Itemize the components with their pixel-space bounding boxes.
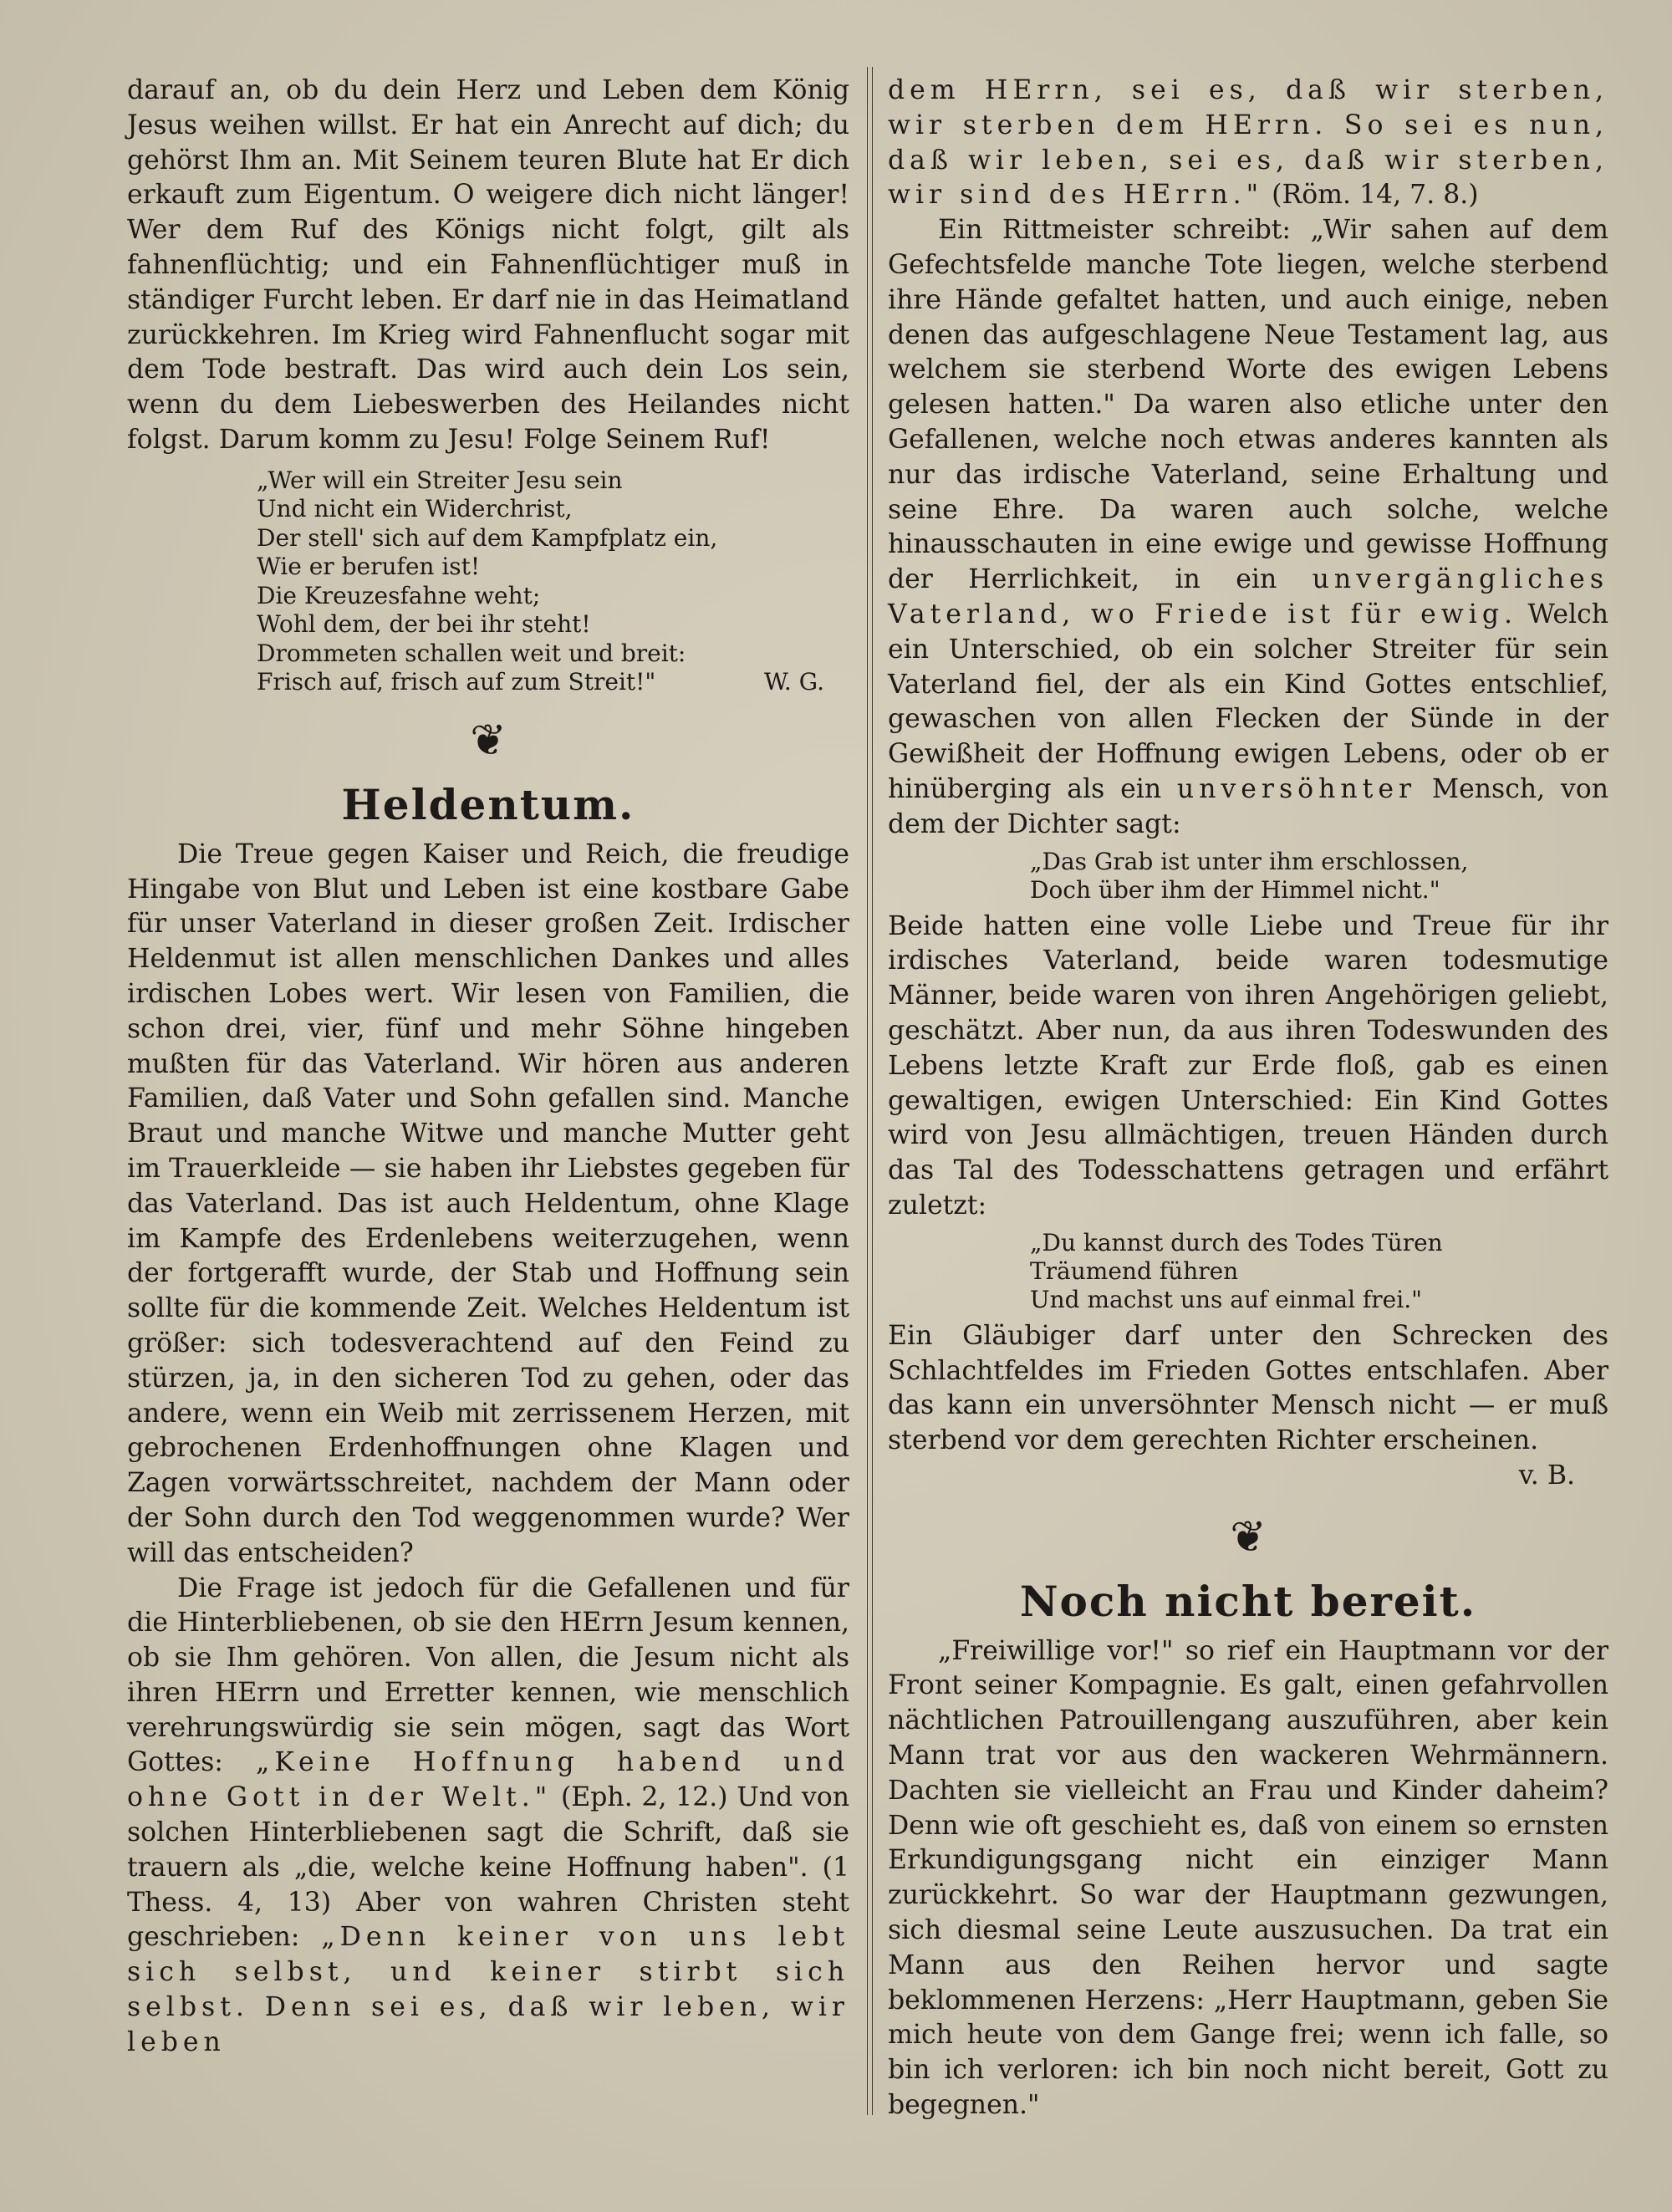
right-paragraph-4: Ein Gläubiger darf unter den Schrecken des Schlachtfeldes im Frieden Gottes entschlafen. Aber das kann ein unversöhnter Mensch nicht — er muß sterbend vor dem gerechten Richter erscheinen. xyxy=(888,1320,1608,1456)
poem-line: Der stell' sich auf dem Kampfplatz ein, xyxy=(257,523,718,552)
left-paragraph-1: darauf an, ob du dein Herz und Leben dem König Jesus weihen willst. Er hat ein Anrecht auf dich; du gehörst Ihm an. Mit Seinem teuren Blute hat Er dich erkauft zum Eigentum. O weigere dich nicht länger! Wer dem Ruf des Königs nicht folgt, gilt als fahnenflüchtig; und ein Fahnenflüchtiger muß in ständiger Furcht leben. Er darf nie in das Heimatland zurückkehren. Im Krieg wird Fahnenflucht sogar mit dem Tode bestraft. Das wird auch dein Los sein, wenn du dem Liebeswerben des Heilandes nicht folgst. Darum komm zu Jesu! Folge Seinem Ruf! xyxy=(127,75,849,455)
poem-signature: W. G. xyxy=(764,668,824,696)
verse-line: Träumend führen xyxy=(1030,1256,1239,1285)
text-run: Die Frage ist jedoch für die Gefallenen und für die Hinterbliebenen, ob sie den HErrn Jesum kennen, ob sie Ihm gehören. Von allen, die Jesum nicht als ihren HErrn und Erretter kennen, wie menschlich verehrungswürdig sie sein mögen, sagt das Wort Gottes: xyxy=(127,1572,849,1778)
left-column xyxy=(127,74,849,2179)
verse-line: Doch über ihm der Himmel nicht." xyxy=(1030,875,1440,904)
verse-line: „Das Grab ist unter ihm erschlossen, xyxy=(1030,847,1469,875)
text-run: Mensch, von dem der Dichter sagt: xyxy=(888,773,1608,839)
spaced-quote: „Keine Hoffnung habend und ohne Gott in der Welt." xyxy=(127,1747,849,1813)
spaced-quote: unvergängliches Vaterland, wo Friede ist für ewig. xyxy=(888,564,1608,629)
heading-heldentum: Heldentum. xyxy=(341,779,635,829)
poem-line xyxy=(257,668,849,697)
left-paragraph-3 xyxy=(127,1572,849,2061)
right-paragraph-3: Beide hatten eine volle Liebe und Treue für ihr irdisches Vaterland, beide waren todesmutige Männer, beide waren von ihren Angehörigen geliebt, geschätzt. Aber nun, da aus ihren Todeswunden des Lebens letzte Kraft zur Erde floß, gab es einen gewaltigen, ewigen Unterschied: Ein Kind Gottes wird von Jesu allmächtigen, treuen Händen durch das Tal des Todesschattens getragen und erfährt zuletzt: xyxy=(888,910,1608,1221)
ornament-icon: ❦ xyxy=(1230,1511,1267,1562)
ornament-icon: ❦ xyxy=(470,715,507,766)
text-run: (Eph. 2, 12.) Und von solchen Hinterbliebenen sagt die Schrift, daß sie trauern als „die, welche keine Hoffnung haben". (1 Thess. 4, 13) Aber von wahren Christen steht geschrieben: xyxy=(127,1782,849,1953)
right-paragraph-5: „Freiwillige vor!" so rief ein Hauptmann vor der Front seiner Kompagnie. Es galt, einen gefahrvollen nächtlichen Patrouillengang auszuführen, aber kein Mann trat vor aus den wackeren Wehrmännern. Dachten sie vielleicht an Frau und Kinder daheim? Denn wie oft geschieht es, daß von einem so ernsten Erkundigungsgang nicht ein einziger Mann zurückkehrt. So war der Hauptmann gezwungen, sich diesmal seine Leute auszusuchen. Da trat ein Mann aus den Reihen hervor und sagte beklommenen Herzens: „Herr Hauptmann, geben Sie mich heute von dem Gange frei; wenn ich falle, so bin ich verloren: ich bin noch nicht bereit, Gott zu begegnen." xyxy=(888,1635,1608,2121)
right-paragraph-1 xyxy=(888,74,1608,213)
text-run: Welch ein Unterschied, ob ein solcher Streiter für sein Vaterland fiel, der als ein Kind Gottes entschlief, gewaschen von allen Flecken der Sünde in der Gewißheit der Hoffnung ewigen Lebens, oder ob er hinüberging als ein xyxy=(888,599,1609,804)
right-column xyxy=(888,74,1608,2179)
quote-verse-1 xyxy=(1030,848,1608,905)
poem-line: Wie er berufen ist! xyxy=(257,553,481,581)
text-run: Ein Rittmeister schreibt: „Wir sahen auf dem Gefechtsfelde manche Tote liegen, welche sterbend ihre Hände gefaltet hatten, und auch einige, neben denen das aufgeschlagene Neue Testament lag, aus welchem sie sterbend Worte des ewigen Lebens gelesen hatten." Da waren also etliche unter den Gefallenen, welche noch etwas anderes kannten als nur das irdische Vaterland, seine Erhaltung und seine Ehre. Da waren auch solche, welche hinausschauten in eine ewige und gewisse Hoffnung der Herrlichkeit, in ein xyxy=(888,215,1608,595)
verse-line: „Du kannst durch des Todes Türen xyxy=(1030,1228,1443,1256)
text-run: (Röm. 14, 7. 8.) xyxy=(1263,180,1479,211)
left-paragraph-2: Die Treue gegen Kaiser und Reich, die freudige Hingabe von Blut und Leben ist eine kostbare Gabe für unser Vaterland in dieser großen Zeit. Irdischer Heldenmut ist allen menschlichen Dankes und alles irdischen Lobes wert. Wir lesen von Familien, die schon drei, vier, fünf und mehr Söhne hingeben mußten für das Vaterland. Wir hören aus anderen Familien, daß Vater und Sohn gefallen sind. Manche Braut und manche Witwe und manche Mutter geht im Trauerkleide — sie haben ihr Liebstes gegeben für das Vaterland. Das ist auch Heldentum, ohne Klage im Kampfe des Erdenlebens weiterzugehen, wenn der fortgerafft wurde, der Stab und Hoffnung sein sollte für die kommende Zeit. Welches Heldentum ist größer: sich todesverachtend auf den Feind zu stürzen, ja, in den sicheren Tod zu gehen, oder das andere, wenn ein Weib mit zerrissenem Herzen, mit gebrochenen Erdenhoffnungen ohne Klagen und Zagen vorwärtsschreitet, nachdem der Mann oder der Sohn durch den Tod weggenommen wurde? Wer will das entscheiden? xyxy=(127,838,849,1568)
spaced-quote: dem HErrn, sei es, daß wir sterben, wir sterben dem HErrn. So sei es nun, daß wir leben, sei es, daß wir sterben, wir sind des HErrn." xyxy=(888,75,1608,211)
heading-noch-nicht-bereit: Noch nicht bereit. xyxy=(1019,1576,1477,1626)
hymn-verse xyxy=(257,466,849,697)
poem-last-line: Frisch auf, frisch auf zum Streit!" xyxy=(257,668,656,696)
verse-line: Und machst uns auf einmal frei." xyxy=(1030,1285,1422,1313)
poem-line: Wohl dem, der bei ihr steht! xyxy=(257,610,591,639)
quote-verse-2 xyxy=(1030,1229,1608,1314)
author-signature: v. B. xyxy=(1518,1460,1575,1491)
poem-line: Drommeten schallen weit und breit: xyxy=(257,639,686,667)
spaced-word: unversöhnter xyxy=(1176,773,1417,804)
right-paragraph-2 xyxy=(888,213,1608,842)
spaced-quote: „Denn keiner von uns lebt sich selbst, und keiner stirbt sich selbst. Denn sei es, daß wir leben, wir leben xyxy=(127,1922,849,2057)
poem-line: „Wer will ein Streiter Jesu sein xyxy=(257,466,623,494)
column-divider xyxy=(867,67,873,2115)
poem-line: Die Kreuzesfahne weht; xyxy=(257,581,541,609)
poem-line: Und nicht ein Widerchrist, xyxy=(257,495,573,523)
